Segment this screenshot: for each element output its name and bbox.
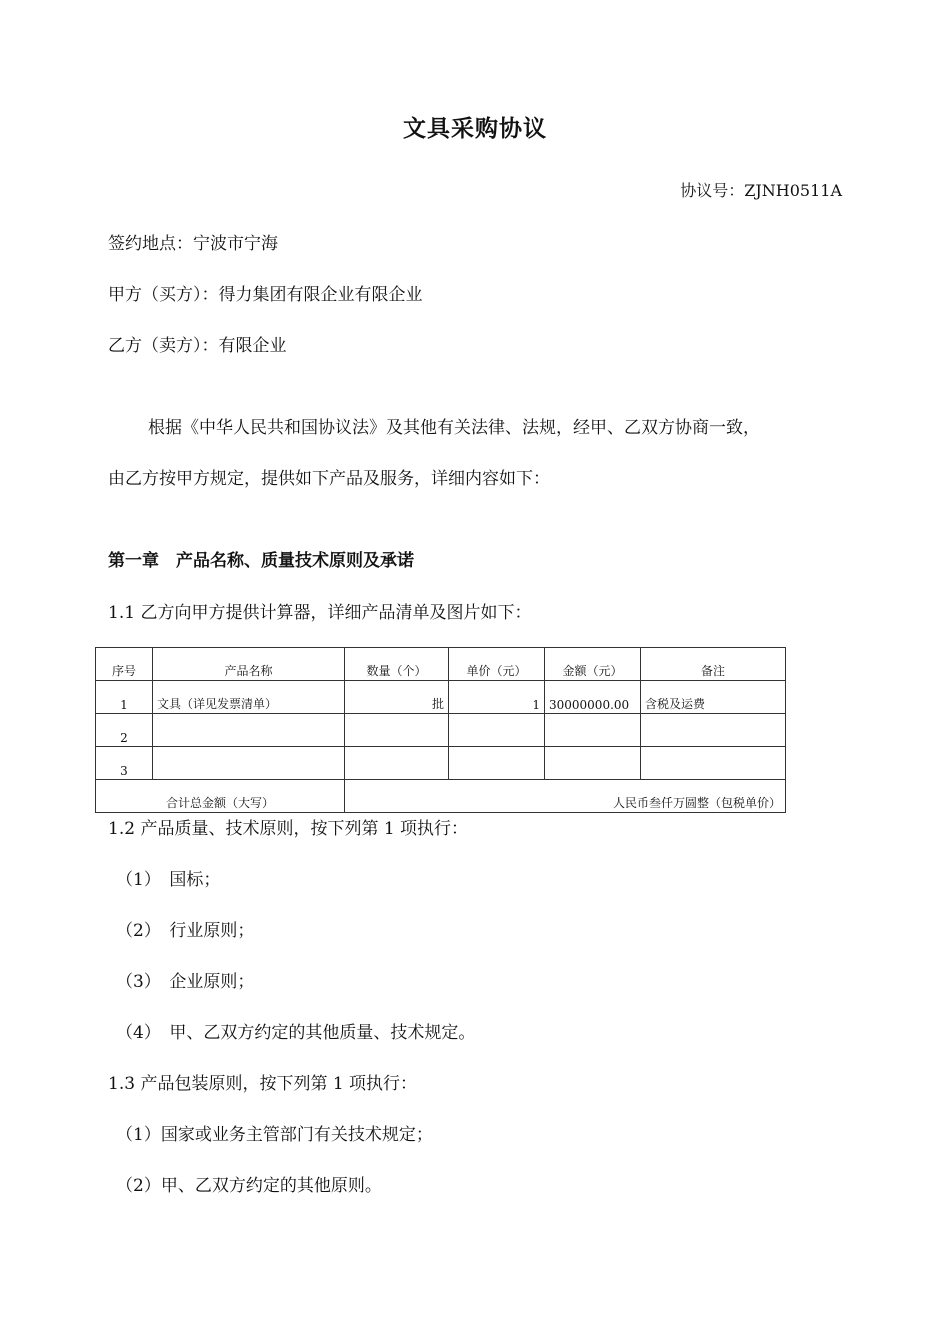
cell-unit-price: [449, 747, 545, 780]
chapter-1-heading: 第一章 产品名称、质量技术原则及承诺: [108, 551, 414, 571]
table-header-row: [96, 648, 786, 681]
clause-1-2-item-2: （2） 行业原则；: [116, 921, 255, 941]
table-row: [96, 714, 786, 747]
cell-product-name: 文具（详见发票清单）: [153, 681, 345, 714]
clause-1-3: 1.3 产品包装原则，按下列第 1 项执行：: [108, 1074, 418, 1094]
cell-amount: [545, 714, 641, 747]
sign-place: 签约地点：宁波市宁海: [108, 234, 278, 254]
cell-quantity: [345, 714, 449, 747]
intro-paragraph-line-1: 根据《中华人民共和国协议法》及其他有关法律、法规，经甲、乙双方协商一致，: [148, 418, 760, 438]
header-index: 序号: [96, 648, 153, 681]
clause-1-1: 1.1 乙方向甲方提供计算器，详细产品清单及图片如下：: [108, 603, 532, 623]
header-quantity: 数量（个）: [345, 648, 449, 681]
header-product-name: 产品名称: [153, 648, 345, 681]
cell-unit-price: 1: [449, 681, 545, 714]
table-total-row: [96, 780, 786, 813]
cell-remark: 含税及运费: [641, 681, 786, 714]
header-unit-price: 单价（元）: [449, 648, 545, 681]
clause-1-2: 1.2 产品质量、技术原则，按下列第 1 项执行：: [108, 819, 469, 839]
cell-product-name: [153, 747, 345, 780]
clause-1-2-item-3: （3） 企业原则；: [116, 972, 255, 992]
cell-amount: 30000000.00: [545, 681, 641, 714]
clause-1-2-item-1: （1） 国标；: [116, 870, 221, 890]
cell-product-name: [153, 714, 345, 747]
cell-quantity: 批: [345, 681, 449, 714]
table-row: [96, 681, 786, 714]
cell-amount: [545, 747, 641, 780]
cell-quantity: [345, 747, 449, 780]
cell-unit-price: [449, 714, 545, 747]
party-b: 乙方（卖方）：有限企业: [108, 336, 287, 356]
total-value: 人民币叁仟万圆整（包税单价）: [345, 780, 786, 813]
table-row: [96, 747, 786, 780]
intro-paragraph-line-2: 由乙方按甲方规定，提供如下产品及服务，详细内容如下：: [108, 469, 550, 489]
cell-index: 3: [96, 747, 153, 780]
cell-remark: [641, 714, 786, 747]
clause-1-2-item-4: （4） 甲、乙双方约定的其他质量、技术规定。: [116, 1023, 476, 1043]
clause-1-3-item-2: （2）甲、乙双方约定的其他原则。: [116, 1176, 382, 1196]
header-amount: 金额（元）: [545, 648, 641, 681]
cell-index: 1: [96, 681, 153, 714]
document-title: 文具采购协议: [403, 115, 547, 142]
cell-remark: [641, 747, 786, 780]
party-a: 甲方（买方）：得力集团有限企业有限企业: [108, 285, 423, 305]
agreement-number: 协议号：ZJNH0511A: [680, 181, 842, 200]
total-label: 合计总金额（大写）: [96, 780, 345, 813]
cell-index: 2: [96, 714, 153, 747]
header-remark: 备注: [641, 648, 786, 681]
product-table: [95, 647, 786, 813]
clause-1-3-item-1: （1）国家或业务主管部门有关技术规定；: [116, 1125, 433, 1145]
